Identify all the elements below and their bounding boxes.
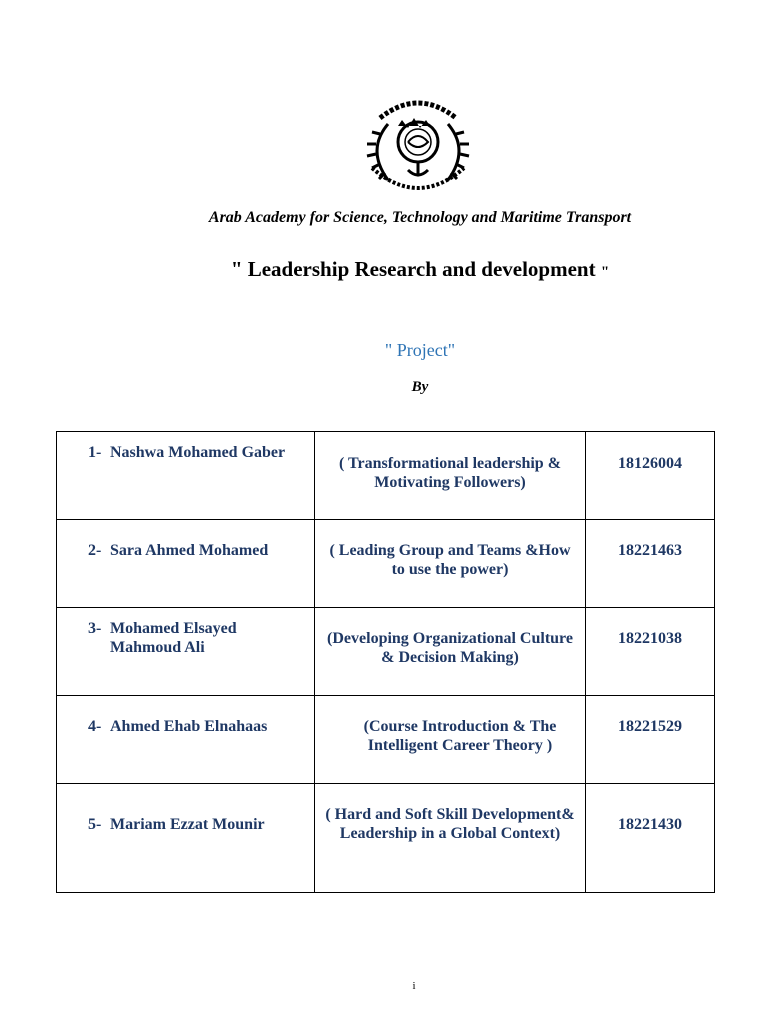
id-cell	[586, 432, 715, 520]
page-number: i	[412, 980, 416, 992]
id-cell	[586, 784, 715, 893]
topic-cell	[315, 784, 586, 893]
members-table	[56, 431, 715, 893]
member-name-cell	[57, 432, 315, 520]
member-topic: ( Leading Group and Teams &How to use the power)	[329, 542, 571, 578]
member-name-cell	[57, 608, 315, 696]
row-number: 1-	[88, 444, 102, 461]
institution-name: Arab Academy for Science, Technology and Maritime Transport	[208, 209, 632, 226]
table-row	[57, 784, 715, 893]
row-number: 3-	[88, 620, 102, 637]
table-row	[57, 432, 715, 520]
member-name: Mohamed Elsayed Mahmoud Ali	[110, 620, 237, 656]
student-id: 18221038	[618, 630, 682, 647]
member-topic: (Course Introduction & The Intelligent Career Theory )	[363, 718, 557, 754]
row-number: 4-	[88, 718, 102, 735]
topic-cell	[315, 520, 586, 608]
id-cell	[586, 608, 715, 696]
topic-cell	[315, 432, 586, 520]
by-label: By	[411, 379, 429, 395]
member-name-cell	[57, 520, 315, 608]
title-text: Leadership Research and development	[242, 257, 601, 281]
student-id: 18221430	[618, 816, 682, 833]
id-cell	[586, 520, 715, 608]
member-name-cell	[57, 696, 315, 784]
title-close-quote: "	[600, 264, 610, 280]
table-row	[57, 608, 715, 696]
row-number: 2-	[88, 542, 102, 559]
title-open-quote: "	[230, 257, 243, 281]
student-id: 18221463	[618, 542, 682, 559]
document-type: " Project"	[384, 340, 456, 360]
member-name: Mariam Ezzat Mounir	[110, 816, 265, 833]
course-title	[0, 257, 768, 282]
member-topic: ( Transformational leadership & Motivating Followers)	[338, 455, 562, 491]
topic-cell	[315, 608, 586, 696]
student-id: 18221529	[618, 718, 682, 735]
topic-cell	[315, 696, 586, 784]
arab-academy-seal-icon	[358, 90, 478, 198]
table-row	[57, 520, 715, 608]
member-name: Sara Ahmed Mohamed	[110, 542, 269, 559]
member-name-cell	[57, 784, 315, 893]
row-number: 5-	[88, 816, 102, 833]
student-id: 18126004	[618, 455, 682, 472]
member-topic: ( Hard and Soft Skill Development& Leadership in a Global Context)	[325, 806, 575, 842]
id-cell	[586, 696, 715, 784]
member-topic: (Developing Organizational Culture & Decision Making)	[327, 630, 573, 666]
member-name: Ahmed Ehab Elnahaas	[110, 718, 268, 735]
member-name: Nashwa Mohamed Gaber	[110, 444, 286, 461]
table-row	[57, 696, 715, 784]
